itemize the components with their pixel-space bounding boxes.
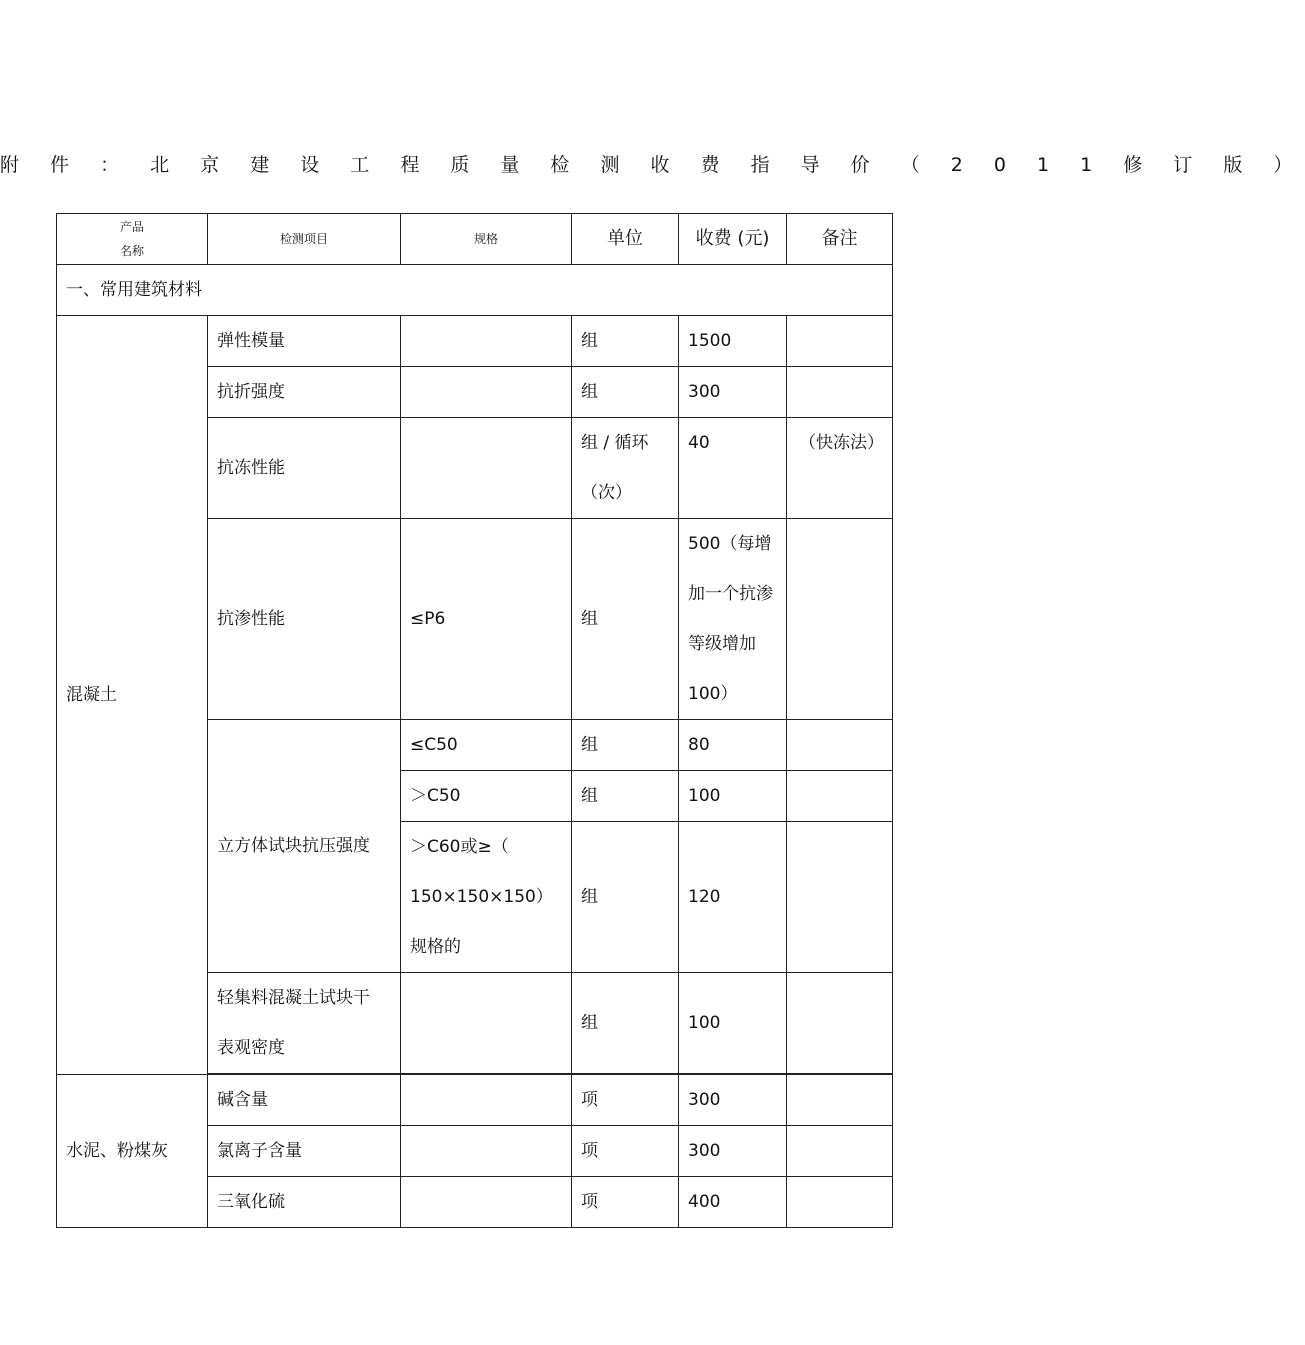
spec-cell [401, 418, 572, 519]
header-product-line2: 名称 [119, 244, 144, 258]
unit-cell: 组 [572, 316, 679, 367]
section-row [57, 265, 893, 316]
spec-cell: ＞C50 [401, 771, 572, 822]
product-concrete: 混凝土 [57, 316, 208, 1075]
item-cell: 抗折强度 [208, 367, 401, 418]
spec-cell [401, 973, 572, 1074]
note-cell [787, 367, 893, 418]
header-row [57, 214, 893, 265]
spec-cell [401, 1126, 572, 1177]
item-cell: 立方体试块抗压强度 [208, 720, 401, 973]
fee-cell: 300 [679, 1075, 787, 1126]
table-row [57, 316, 893, 367]
note-cell [787, 822, 893, 973]
fee-cell: 100 [679, 771, 787, 822]
note-cell [787, 973, 893, 1074]
header-fee: 收费 (元) [679, 214, 787, 265]
fee-table [56, 213, 893, 1228]
spec-cell [401, 1075, 572, 1126]
unit-cell: 组 / 循环（次） [572, 418, 679, 519]
note-cell [787, 519, 893, 720]
note-cell [787, 1177, 893, 1228]
header-unit: 单位 [572, 214, 679, 265]
fee-cell: 80 [679, 720, 787, 771]
unit-cell: 组 [572, 771, 679, 822]
header-product-name [57, 214, 208, 265]
item-cell: 氯离子含量 [208, 1126, 401, 1177]
unit-cell: 组 [572, 720, 679, 771]
item-cell: 抗渗性能 [208, 519, 401, 720]
fee-cell: 300 [679, 367, 787, 418]
unit-cell: 项 [572, 1177, 679, 1228]
header-product-line1: 产品 [119, 220, 144, 234]
document-title: 附 件 ： 北 京 建 设 工 程 质 量 检 测 收 费 指 导 价 （ 2 0 1 1 修 订 版 ） [0, 154, 1305, 176]
note-cell: （快冻法） [787, 418, 893, 519]
item-cell: 轻集料混凝土试块干表观密度 [208, 973, 401, 1074]
fee-cell: 100 [679, 973, 787, 1074]
header-item: 检测项目 [208, 214, 401, 265]
fee-cell: 120 [679, 822, 787, 973]
fee-cell: 500（每增加一个抗渗等级增加 100） [679, 519, 787, 720]
note-cell [787, 771, 893, 822]
unit-cell: 组 [572, 822, 679, 973]
unit-cell: 组 [572, 367, 679, 418]
fee-cell: 400 [679, 1177, 787, 1228]
table-row [57, 1075, 893, 1126]
spec-cell [401, 316, 572, 367]
fee-cell: 300 [679, 1126, 787, 1177]
spec-cell [401, 1177, 572, 1228]
note-cell [787, 1126, 893, 1177]
item-cell: 碱含量 [208, 1075, 401, 1126]
spec-cell [401, 367, 572, 418]
fee-cell: 40 [679, 418, 787, 519]
unit-cell: 项 [572, 1075, 679, 1126]
note-cell [787, 316, 893, 367]
note-cell [787, 720, 893, 771]
product-cement: 水泥、粉煤灰 [57, 1075, 208, 1228]
note-cell [787, 1075, 893, 1126]
unit-cell: 组 [572, 519, 679, 720]
spec-cell: ≤P6 [401, 519, 572, 720]
item-cell: 弹性模量 [208, 316, 401, 367]
unit-cell: 项 [572, 1126, 679, 1177]
unit-cell: 组 [572, 973, 679, 1074]
item-cell: 三氧化硫 [208, 1177, 401, 1228]
header-note: 备注 [787, 214, 893, 265]
section-title: 一、常用建筑材料 [57, 265, 893, 316]
header-spec: 规格 [401, 214, 572, 265]
fee-cell: 1500 [679, 316, 787, 367]
spec-cell: ＞C60或≥（ 150×150×150）规格的 [401, 822, 572, 973]
spec-cell: ≤C50 [401, 720, 572, 771]
item-cell: 抗冻性能 [208, 418, 401, 519]
